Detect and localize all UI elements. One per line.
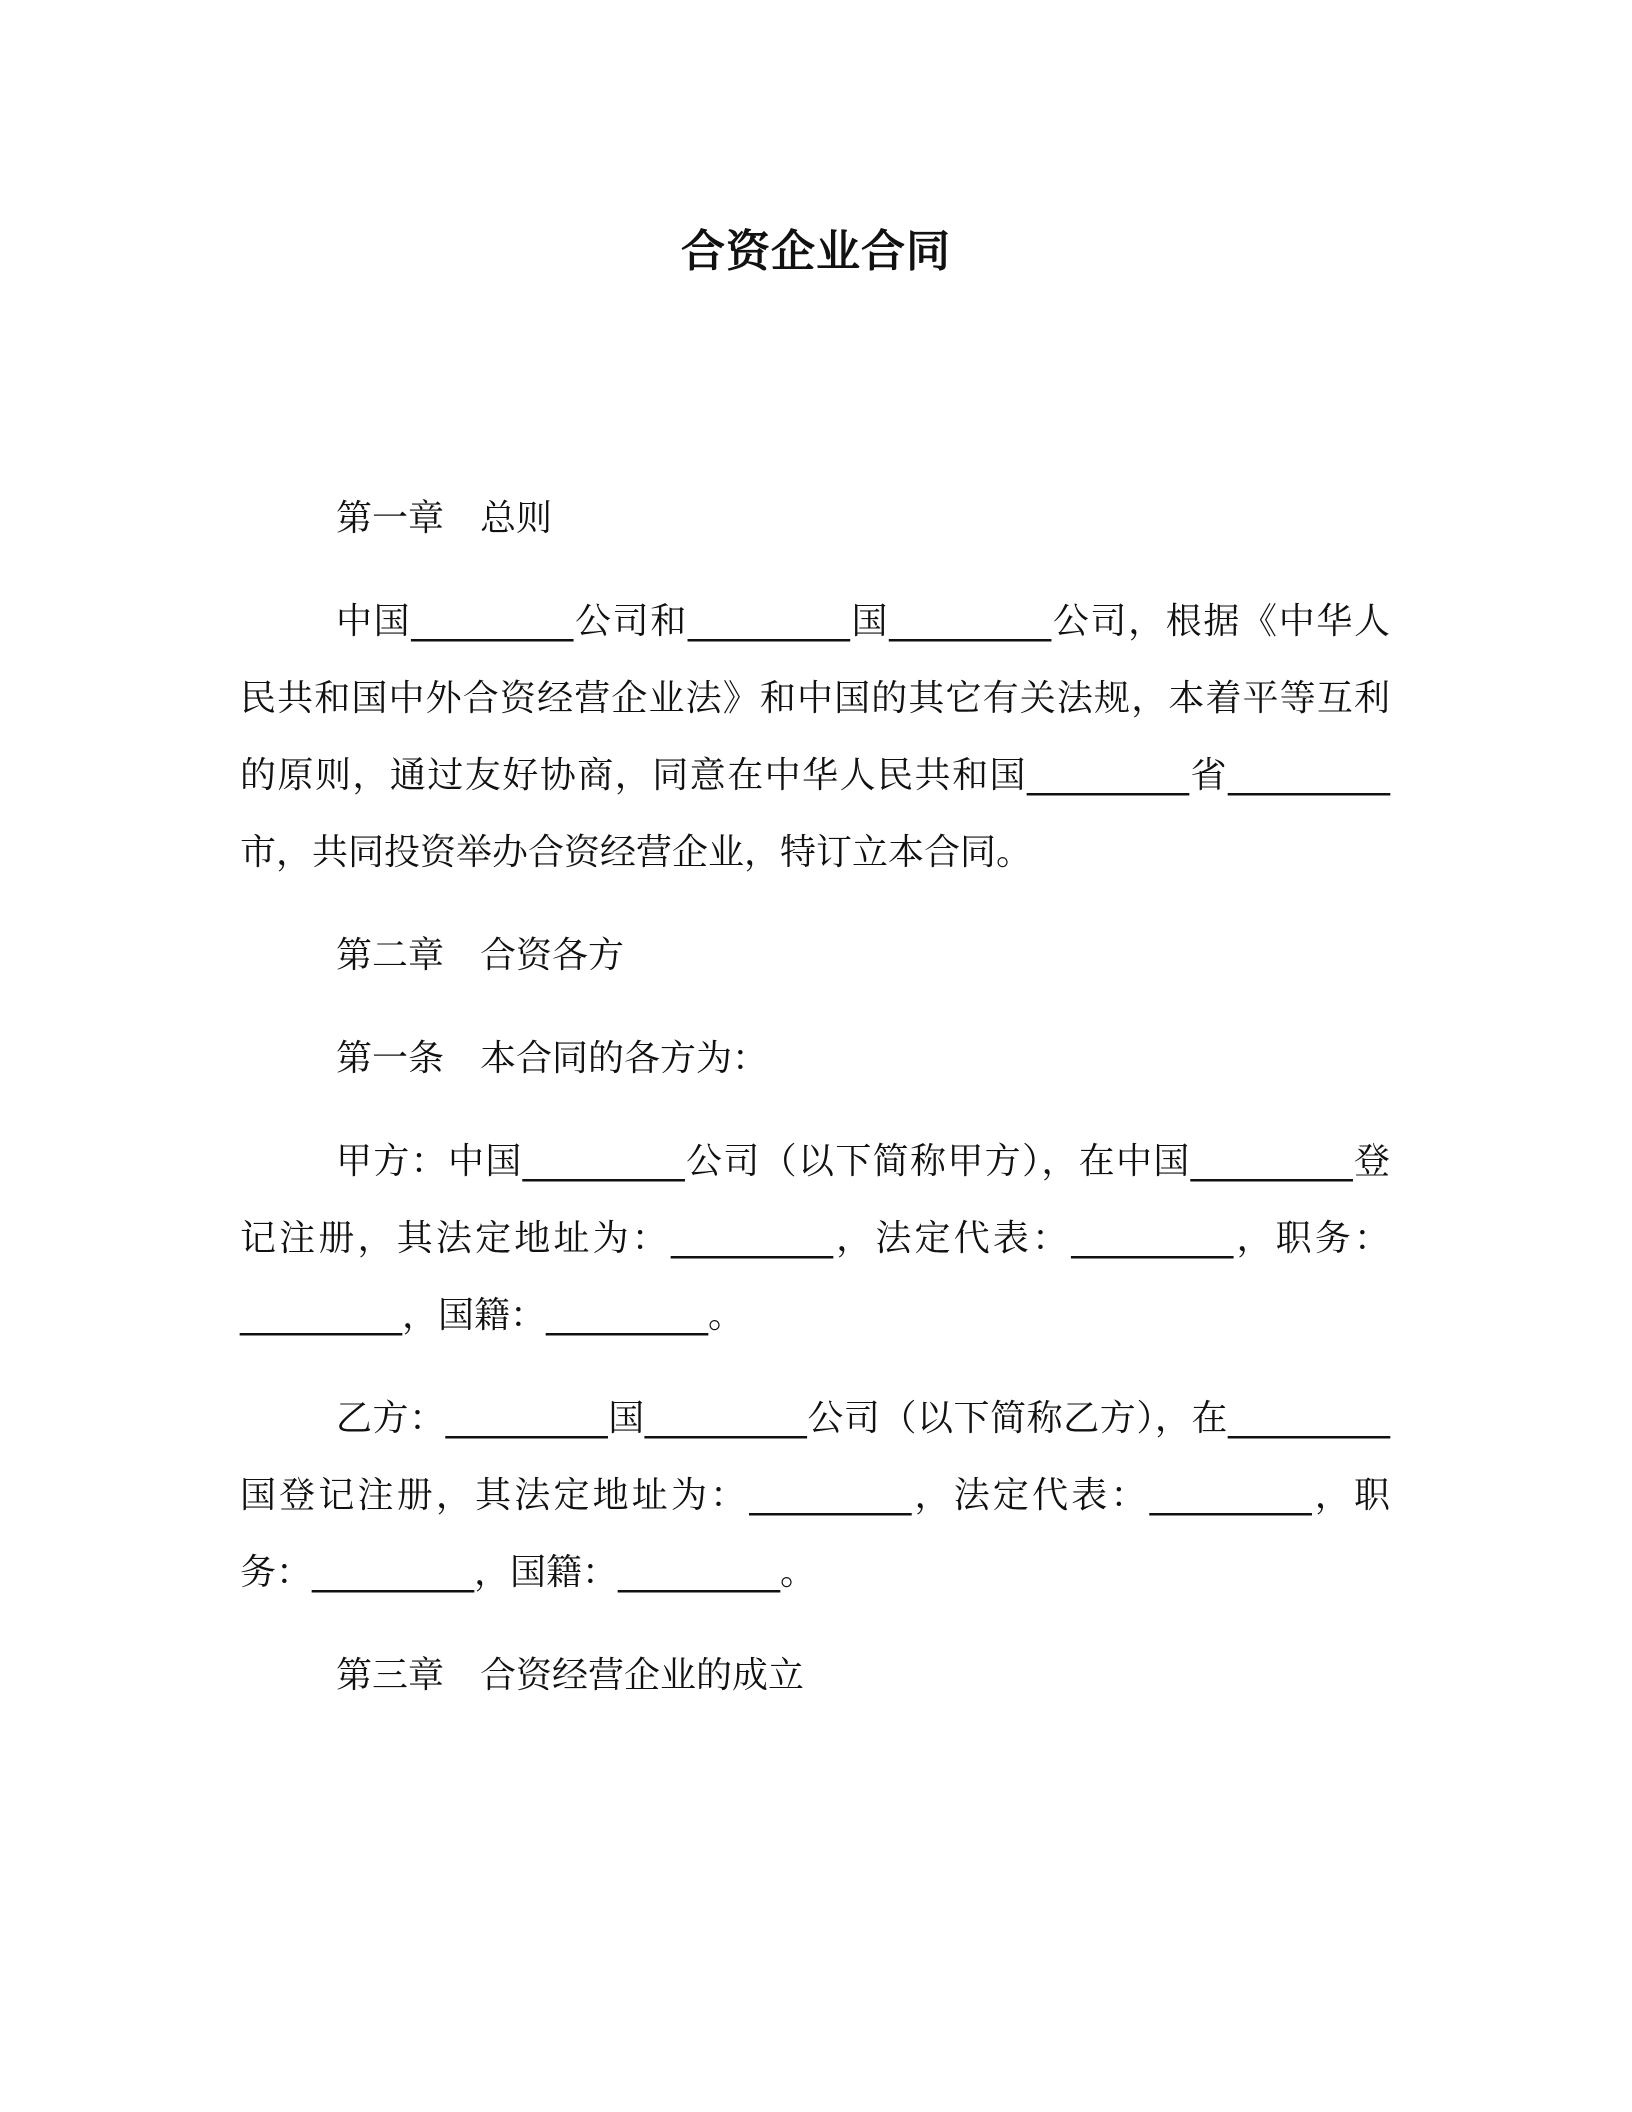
spacer: [240, 557, 1390, 583]
document-body: [240, 480, 1390, 1714]
party-a-paragraph: 甲方：中国_________公司（以下简称甲方），在中国_________登记注册，其法定地址为：_________，法定代表：_________，职务：_________，国籍：_________。: [240, 1141, 1390, 1336]
spacer: [240, 994, 1390, 1020]
chapter-3-heading: 第三章 合资经营企业的成立: [336, 1655, 805, 1696]
spacer: [240, 891, 1390, 917]
party-b-paragraph: 乙方：_________国_________公司（以下简称乙方），在_________国登记注册，其法定地址为：_________，法定代表：_________，职务：_________，国籍：_________。: [240, 1398, 1390, 1593]
spacer: [240, 1354, 1390, 1380]
chapter-2-heading: 第二章 合资各方: [336, 935, 625, 976]
document-title: 合资企业合同: [681, 226, 951, 277]
chapter-1-heading: 第一章 总则: [336, 498, 553, 539]
spacer: [240, 1097, 1390, 1123]
chapter-1-paragraph: 中国_________公司和_________国_________公司，根据《中华人民共和国中外合资经营企业法》和中国的其它有关法规，本着平等互利的原则，通过友好协商，同意在中华人民共和国_________省_________市，共同投资举办合资经营企业，特订立本合同。: [240, 601, 1390, 873]
spacer: [240, 1611, 1390, 1637]
article-1: 第一条 本合同的各方为：: [336, 1038, 769, 1079]
